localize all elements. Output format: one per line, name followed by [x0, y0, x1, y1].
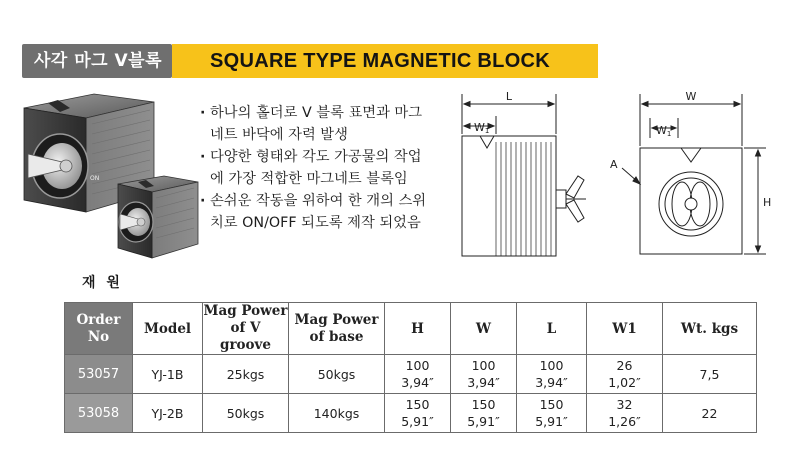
front-w-label: W	[685, 90, 697, 103]
feature-line-3	[200, 146, 460, 168]
cell-model: YJ-1B	[133, 355, 203, 394]
cell-w1: 26 1,02″	[587, 355, 663, 394]
col-l: L	[517, 303, 587, 355]
side-view	[462, 94, 586, 256]
bullet-dot: ·	[200, 149, 206, 165]
english-title-bar	[172, 44, 598, 78]
col-model: Model	[133, 303, 203, 355]
front-view	[622, 94, 766, 254]
cell-order-no: 53057	[65, 355, 133, 394]
table-row	[65, 394, 757, 433]
feature-text: 다양한 형태와 각도 가공물의 작업	[210, 149, 422, 165]
side-l-label: L	[505, 90, 513, 103]
feature-text: 치로 ON/OFF 되도록 제작 되었음	[210, 215, 421, 231]
table-row	[65, 355, 757, 394]
cell-weight: 22	[663, 394, 757, 433]
feature-text: 네트 바닥에 자력 발생	[210, 127, 348, 143]
col-mag-power-v-groove: Mag Power of V groove	[203, 303, 288, 353]
cell-w: 100 3,94″	[451, 355, 517, 394]
col-w: W	[451, 303, 517, 355]
bullet-dot: ·	[200, 105, 206, 121]
table-header-row	[65, 303, 757, 355]
spec-label: 재 원	[82, 275, 123, 291]
cell-weight: 7,5	[663, 355, 757, 394]
feature-line-2	[200, 124, 460, 146]
cell-v-groove: 25kgs	[203, 355, 289, 394]
front-w1-label: W1	[656, 124, 672, 138]
col-h: H	[385, 303, 451, 355]
feature-text: 에 가장 적합한 마그네트 블록임	[210, 171, 408, 187]
feature-description	[200, 102, 460, 234]
korean-title-bar	[22, 44, 172, 78]
side-w1-label: W1	[474, 121, 490, 135]
feature-text: 하나의 홀더로 V 블록 표면과 마그	[210, 105, 423, 121]
technical-drawing	[450, 90, 790, 265]
feature-line-6	[200, 212, 460, 234]
cell-h: 150 5,91″	[385, 394, 451, 433]
cell-w: 150 5,91″	[451, 394, 517, 433]
col-weight: Wt. kgs	[663, 303, 757, 355]
feature-line-5	[200, 190, 460, 212]
cell-l: 100 3,94″	[517, 355, 587, 394]
col-mag-power-base: Mag Power of base	[289, 303, 385, 355]
korean-title: 사각 마그 V블록	[34, 51, 163, 71]
cell-base: 50kgs	[289, 355, 385, 394]
cell-v-groove: 50kgs	[203, 394, 289, 433]
cell-order-no: 53058	[65, 394, 133, 433]
feature-text: 손쉬운 작동을 위하여 한 개의 스위	[210, 193, 427, 209]
cell-l: 150 5,91″	[517, 394, 587, 433]
small-block	[118, 176, 198, 258]
cell-w1: 32 1,26″	[587, 394, 663, 433]
feature-line-4	[200, 168, 460, 190]
bullet-dot: ·	[200, 193, 206, 209]
english-title: SQUARE TYPE MAGNETIC BLOCK	[210, 50, 551, 72]
cell-base: 140kgs	[289, 394, 385, 433]
front-a-label: A	[610, 158, 618, 171]
spec-table	[64, 302, 757, 433]
cell-model: YJ-2B	[133, 394, 203, 433]
product-photo	[14, 88, 204, 268]
dial-on-label: ON	[90, 175, 100, 182]
col-order-no: Order No	[65, 303, 133, 355]
cell-h: 100 3,94″	[385, 355, 451, 394]
front-h-label: H	[763, 196, 772, 209]
col-w1: W1	[587, 303, 663, 355]
feature-line-1	[200, 102, 460, 124]
